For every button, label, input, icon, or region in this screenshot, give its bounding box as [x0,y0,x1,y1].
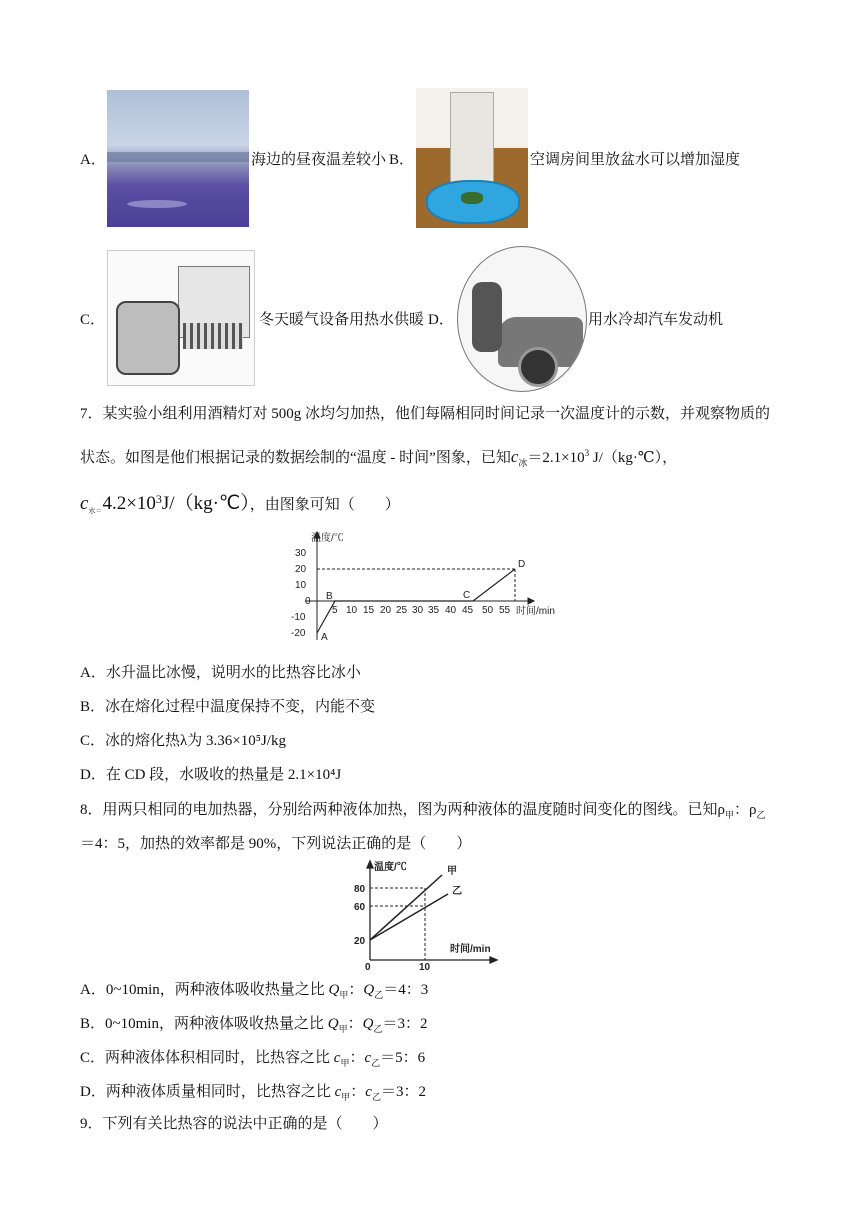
option-c-letter: C． [80,312,106,328]
xtick-15: 15 [363,605,375,616]
line-jia [370,875,442,940]
xtick-45: 45 [462,605,474,616]
ylabel: 温度/℃ [311,533,344,544]
q8-option-c: C．两种液体体积相同时，比热容之比 $c_甲$：$c_乙=5$：6 [80,1050,426,1068]
ytick-m20: -20 [291,628,306,639]
ytick-60: 60 [354,902,366,913]
option-c-text: 冬天暖气设备用热水供暖 [259,312,425,328]
point-d: D [518,559,526,570]
q8-option-d: D．两种液体质量相同时，比热容之比 $c_甲$：$c_乙=3$：2 [80,1084,426,1102]
ytick-0: 0 [305,596,311,607]
ytick-80: 80 [354,884,366,895]
point-b: B [326,591,333,602]
xlabel: 时间/min [450,944,491,955]
point-c: C [463,590,471,601]
q8-line2: ＝4：5，加热的效率都是 90%，下列说法正确的是（ ） [80,836,472,852]
option-d-text: 用水冷却汽车发动机 [588,312,724,328]
car-engine-picture [457,246,587,392]
xtick-55: 55 [499,605,511,616]
aircon-room-picture [416,88,528,228]
q8-line1: 8．用两只相同的电加热器，分别给两种液体加热，图为两种液体的温度随时间变化的图线。已知$\rho_甲$：$\rho_乙$ [80,802,766,820]
c-ice-symbol: c [510,447,519,466]
xtick-40: 40 [445,605,457,616]
option-b-text: 空调房间里放盆水可以增加湿度 [530,152,741,168]
q7-line1: 7．某实验小组利用酒精灯对 500g 冰均匀加热，他们每隔相同时间记录一次温度计的示数，并观察物质的 [80,406,771,422]
radiator-room-picture [107,250,255,386]
q7-line3: $c_{水=}4.2\times 10^3J/(kg\cdot℃)$，由图象可知（ ） [80,492,400,515]
q9-line1: 9．下列有关比热容的说法中正确的是（ ） [80,1116,388,1132]
x-axis-arrow [528,598,534,604]
ytick-30: 30 [295,548,307,559]
x-axis-arrow [490,957,497,963]
xtick-50: 50 [482,605,494,616]
ytick-10: 10 [295,580,307,591]
ytick-20: 20 [354,936,366,947]
point-a: A [321,632,328,643]
q8-option-a: A．0~10min，两种液体吸收热量之比 $Q_甲$：$Q_乙=4$：3 [80,982,429,1000]
xlabel: 时间/min [516,606,555,617]
q7-option-a: A．水升温比冰慢，说明水的比热容比冰小 [80,665,361,681]
ylabel: 温度/℃ [374,862,407,873]
series-jia-label: 甲 [447,866,457,877]
q7-line2: 状态。如图是他们根据记录的数据绘制的“温度 - 时间”图象，已知$c_冰=2.1\times 10^3$ J/（kg·℃）， [80,447,678,468]
q7-option-c: C．冰的熔化热λ为 3.36×10⁵J/kg [80,733,286,749]
option-a-text: 海边的昼夜温差较小 [251,152,387,168]
option-b-letter: B． [389,152,415,168]
ytick-20: 20 [295,564,307,575]
xtick-0: 0 [365,962,371,970]
y-axis-arrow [367,861,373,868]
series-yi-label: 乙 [452,886,462,897]
xtick-20: 20 [380,605,392,616]
xtick-25: 25 [396,605,408,616]
xtick-35: 35 [428,605,440,616]
option-a-letter: A． [80,152,106,168]
seaside-picture [107,90,249,227]
q7-option-b: B．冰在熔化过程中温度保持不变，内能不变 [80,699,376,715]
xtick-30: 30 [412,605,424,616]
option-d-letter: D． [428,312,454,328]
liquids-heating-chart [340,858,505,970]
xtick-10: 10 [346,605,358,616]
q8-option-b: B．0~10min，两种液体吸收热量之比 $Q_甲$：$Q_乙=3$：2 [80,1016,428,1034]
ice-heating-chart [285,528,565,648]
xtick-5: 5 [332,605,338,616]
q7-option-d: D．在 CD 段，水吸收的热量是 2.1×10⁴J [80,767,342,783]
line-yi [370,894,448,940]
ytick-m10: -10 [291,612,306,623]
xtick-10: 10 [419,962,431,970]
